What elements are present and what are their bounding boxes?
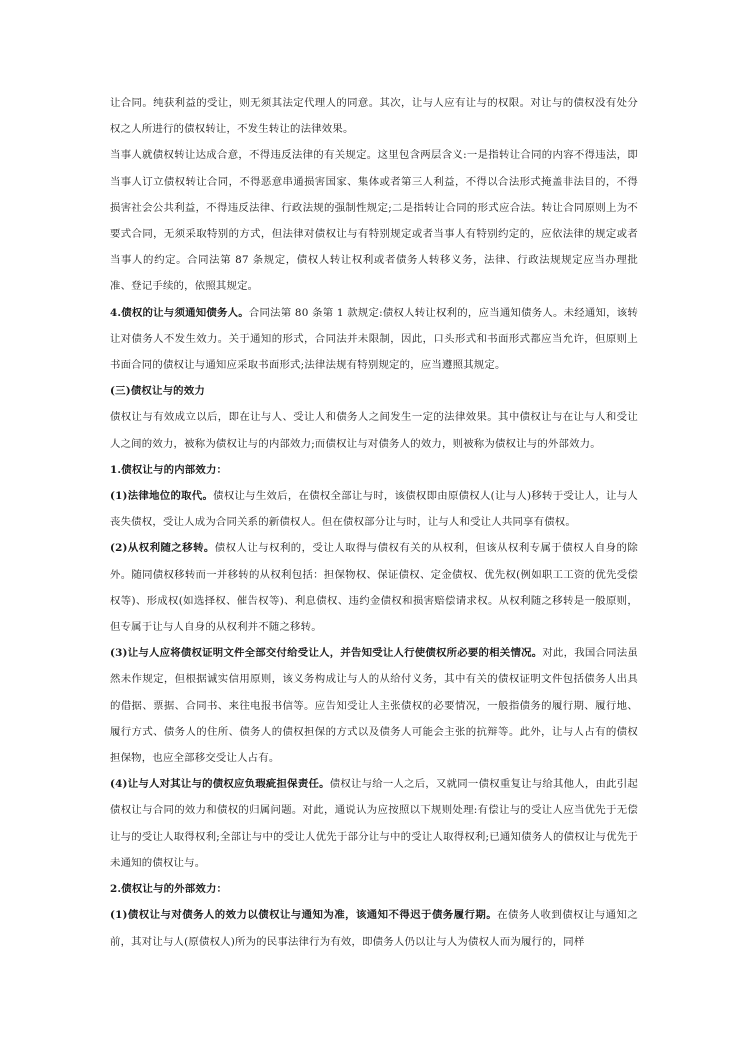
heading-replacement: (1)法律地位的取代。 [110, 490, 214, 503]
heading-documents: (3)让与人应将债权证明文件全部交付给受让人，并告知受让人行使债权所必要的相关情况。 [110, 647, 543, 660]
paragraph-transfer-authority: 让合同。纯获利益的受让，则无须其法定代理人的同意。其次，让与人应有让与的权限。对让与的债权没有处分权之人所进行的债权转让，不发生转让的法律效果。 [110, 97, 638, 136]
heading-notice: 4.债权的让与须通知债务人。 [110, 306, 249, 319]
heading-warranty: (4)让与人对其让与的债权应负瑕疵担保责任。 [110, 778, 330, 791]
paragraph-accessory-rights [110, 535, 638, 640]
paragraph-legality: 当事人就债权转让达成合意，不得违反法律的有关规定。这里包含两层含义:一是指转让合同的内容不得违法，即当事人订立债权转让合同，不得恶意串通损害国家、集体或者第三人利益，不得以合法形式掩盖非法目的，不得损害社会公共利益，不得违反法律、行政法规的强制性规定;二是指转让合同的形式应合法。转让合同原则上为不要式合同，无须采取特别的方式，但法律对债权让与有特别规定或者当事人有特别约定的，应依法律的规定或者当事人的约定。合同法第 87 条规定，债权人转让权利或者债务人转移义务，法律、行政法规规定应当办理批准、登记手续的，依照其规定。 [110, 149, 638, 293]
paragraph-debtor-effect [110, 902, 638, 954]
section-heading-effect: (三)债权让与的效力 [110, 385, 205, 398]
heading-debtor-effect: (1)债权让与对债务人的效力以债权让与通知为准，该通知不得迟于债务履行期。 [110, 909, 498, 922]
paragraph-documents [110, 640, 638, 771]
paragraph-notice [110, 300, 638, 379]
paragraph-warranty-body: 债权让与给一人之后，又就同一债权重复让与给其他人，由此引起债权让与合同的效力和债权的归属问题。对此，通说认为应按照以下规则处理:有偿让与的受让人应当优先于无偿让与的受让人取得权利;全部让与中的受让人优先于部分让与中的受让人取得权利;已通知债务人的债权让与优先于未通知的债权让与。 [110, 778, 639, 869]
heading-accessory-rights: (2)从权利随之移转。 [110, 542, 215, 555]
subheading-external-effect: 2.债权让与的外部效力： [110, 883, 228, 896]
paragraph-documents-body: 对此，我国合同法虽然未作规定，但根据诚实信用原则，该义务构成让与人的从给付义务，其中有关的债权证明文件包括债务人出具的借据、票据、合同书、来往电报书信等。应告知受让人主张债权的必要情况，一般指债务的履行期、履行地、履行方式、债务人的住所、债务人的债权担保的方式以及债务人可能会主张的抗辩等。此外，让与人占有的债权担保物，也应全部移交受让人占有。 [110, 647, 638, 765]
paragraph-replacement-body: 债权让与生效后，在债权全部让与时，该债权即由原债权人(让与人)移转于受让人，让与人丧失债权，受让人成为合同关系的新债权人。但在债权部分让与时，让与人和受让人共同享有债权。 [110, 490, 638, 529]
paragraph-accessory-rights-body: 债权人让与权利的，受让人取得与债权有关的从权利，但该从权利专属于债权人自身的除外。随同债权移转而一并移转的从权利包括：担保物权、保证债权、定金债权、优先权(例如职工工资的优先受偿权等)、形成权(如选择权、催告权等)、利息债权、违约金债权和损害赔偿请求权。从权利随之移转是一般原则，但专属于让与人自身的从权利并不随之移转。 [110, 542, 638, 634]
paragraph-notice-body: 合同法第 80 条第 1 款规定:债权人转让权利的，应当通知债务人。未经通知，该转让对债务人不发生效力。关于通知的形式，合同法并未限制，因此，口头形式和书面形式都应当允许，但原则上书面合同的债权让与通知应采取书面形式;法律法规有特别规定的，应当遵照其规定。 [110, 306, 638, 372]
paragraph-effect-intro: 债权让与有效成立以后，即在让与人、受让人和债务人之间发生一定的法律效果。其中债权让与在让与人和受让人之间的效力，被称为债权让与的内部效力;而债权让与对债务人的效力，则被称为债权让与的外部效力。 [110, 411, 638, 450]
subheading-internal-effect: 1.债权让与的内部效力： [110, 463, 228, 476]
paragraph-warranty [110, 771, 638, 876]
document-page [110, 90, 638, 955]
paragraph-debtor-effect-body: 在债务人收到债权让与通知之前，其对让与人(原债权人)所为的民事法律行为有效，即债务人仍以让与人为债权人而为履行的，同样 [110, 909, 638, 948]
paragraph-replacement [110, 483, 638, 535]
